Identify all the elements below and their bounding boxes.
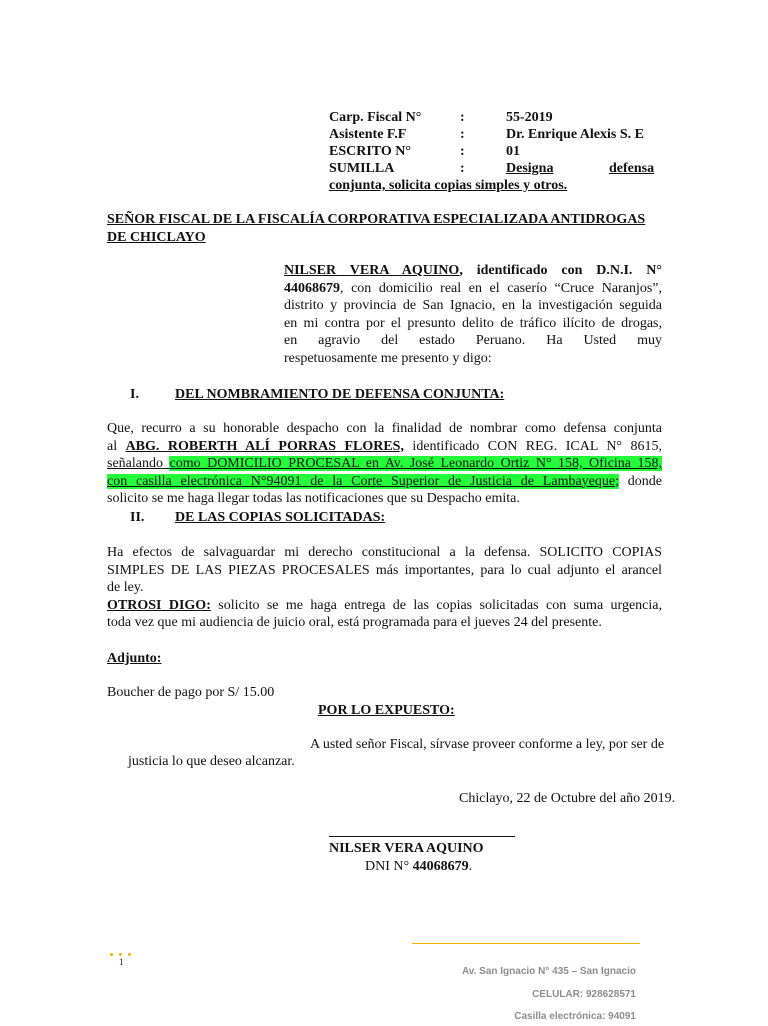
section-2-title: DE LAS COPIAS SOLICITADAS: (175, 510, 386, 525)
section-2-line: SIMPLES DE LAS PIEZAS PROCESALES más importantes, para lo cual adjunto el arancel (107, 562, 662, 578)
dni-label: DNI N° (365, 859, 413, 874)
addressee (107, 211, 667, 246)
section-1-title: DEL NOMBRAMIENTO DE DEFENSA CONJUNTA: (175, 387, 505, 402)
intro-paragraph (284, 262, 662, 367)
header-row-escrito (329, 143, 664, 160)
header-value: 55-2019 (506, 110, 553, 125)
footer-address: Av. San Ignacio N° 435 – San Ignacio (461, 966, 636, 977)
signer-name: NILSER VERA AQUINO (329, 841, 484, 856)
identified-text: , identificado con D.N.I. N° (459, 263, 662, 278)
section-1-line: Que, recurro a su honorable despacho con la finalidad de nombrar como defensa conjunta (107, 421, 662, 436)
closing-heading: POR LO EXPUESTO: (318, 703, 455, 718)
closing-line-2: justicia lo que deseo alcanzar. (128, 754, 295, 769)
intro-line: respetuosamente me presento y digo: (284, 350, 492, 366)
intro-line (284, 280, 662, 298)
dni-end: . (468, 859, 473, 874)
section-1-line (107, 473, 662, 491)
section-1-number: I. (130, 387, 139, 402)
header-colon: : (460, 127, 465, 142)
sumilla-word-2: defensa (609, 161, 655, 176)
section-1-line (107, 455, 662, 473)
signature-line (329, 836, 515, 837)
intro-line: en mi contra por el presunto delito de tráfico ilícito de drogas, (284, 315, 662, 331)
header-label: ESCRITO N° (329, 144, 411, 159)
header-value: 01 (506, 144, 520, 159)
attachment-label: Adjunto: (107, 651, 162, 666)
header-label: Carp. Fiscal N° (329, 110, 422, 125)
page-number: 1 (119, 957, 124, 967)
petitioner-dni: 44068679 (284, 280, 340, 296)
section-1-line: solicito se me haga llegar todas las notificaciones que su Despacho emita. (107, 491, 520, 506)
addressee-line-1: SEÑOR FISCAL DE LA FISCALÍA CORPORATIVA ESPECIALIZADA ANTIDROGAS (107, 212, 646, 227)
header-row-carpeta (329, 109, 664, 126)
intro-line (284, 262, 662, 280)
section-2-body (107, 544, 662, 632)
header-row-sumilla (329, 160, 664, 177)
sumilla-word-1: Designa (506, 161, 554, 176)
section-1-body (107, 420, 662, 508)
text-fragment: donde (619, 473, 663, 489)
intro-line: en agravio del estado Peruano. Ha Usted muy (284, 333, 662, 348)
header-value: Dr. Enrique Alexis S. E (506, 127, 644, 142)
otrosi-line (107, 597, 662, 615)
text-fragment: al (107, 438, 126, 454)
addressee-line-2: DE CHICLAYO (107, 229, 206, 245)
intro-line: distrito y provincia de San Ignacio, en la investigación seguida (284, 298, 662, 313)
highlighted-domicile: como DOMICILIO PROCESAL en Av. José Leonardo Ortiz N° 158, Oficina 158, (169, 456, 663, 471)
intro-line-2-rest: , con domicilio real en el caserío “Cruce Naranjos”, (340, 280, 662, 296)
footer-rule (412, 943, 640, 944)
signer-dni (365, 858, 472, 876)
attachment-item: Boucher de pago por S/ 15.00 (107, 685, 275, 700)
otrosi-label: OTROSI DIGO: (107, 597, 211, 613)
lawyer-name: ABG. ROBERTH ALÍ PORRAS FLORES, (125, 438, 404, 454)
header-colon: : (460, 161, 465, 176)
petitioner-name: NILSER VERA AQUINO (284, 263, 460, 278)
section-2-line: de ley. (107, 580, 144, 595)
header-label: Asistente F.F (329, 127, 407, 142)
highlighted-casilla: con casilla electrónica N°94091 de la Corte Superior de Justicia de Lambayeque; (107, 473, 619, 489)
header-colon: : (460, 110, 465, 125)
closing-line-1: A usted señor Fiscal, sírvase proveer conforme a ley, por ser de (310, 737, 665, 752)
footer-phone: CELULAR: 928628571 (532, 989, 636, 1000)
place-date: Chiclayo, 22 de Octubre del año 2019. (459, 791, 676, 806)
footer-casilla: Casilla electrónica: 94091 (514, 1011, 636, 1022)
header-colon: : (460, 144, 465, 159)
sumilla-continuation: conjunta, solicita copias simples y otros. (329, 178, 568, 193)
section-2-number: II. (130, 510, 145, 525)
section-2-line: Ha efectos de salvaguardar mi derecho constitucional a la defensa. SOLICITO COPIAS (107, 545, 662, 560)
otrosi-text: solicito se me haga entrega de las copias solicitadas con suma urgencia, (210, 597, 662, 613)
header-row-asistente (329, 126, 664, 143)
otrosi-line-2: toda vez que mi audiencia de juicio oral, está programada para el jueves 24 del presente. (107, 615, 602, 630)
text-fragment: identificado CON REG. ICAL N° 8615, (403, 438, 662, 454)
text-fragment: señalando (107, 456, 170, 471)
section-1-line (107, 438, 662, 456)
header-label: SUMILLA (329, 161, 395, 176)
dni-number: 44068679 (412, 859, 469, 874)
